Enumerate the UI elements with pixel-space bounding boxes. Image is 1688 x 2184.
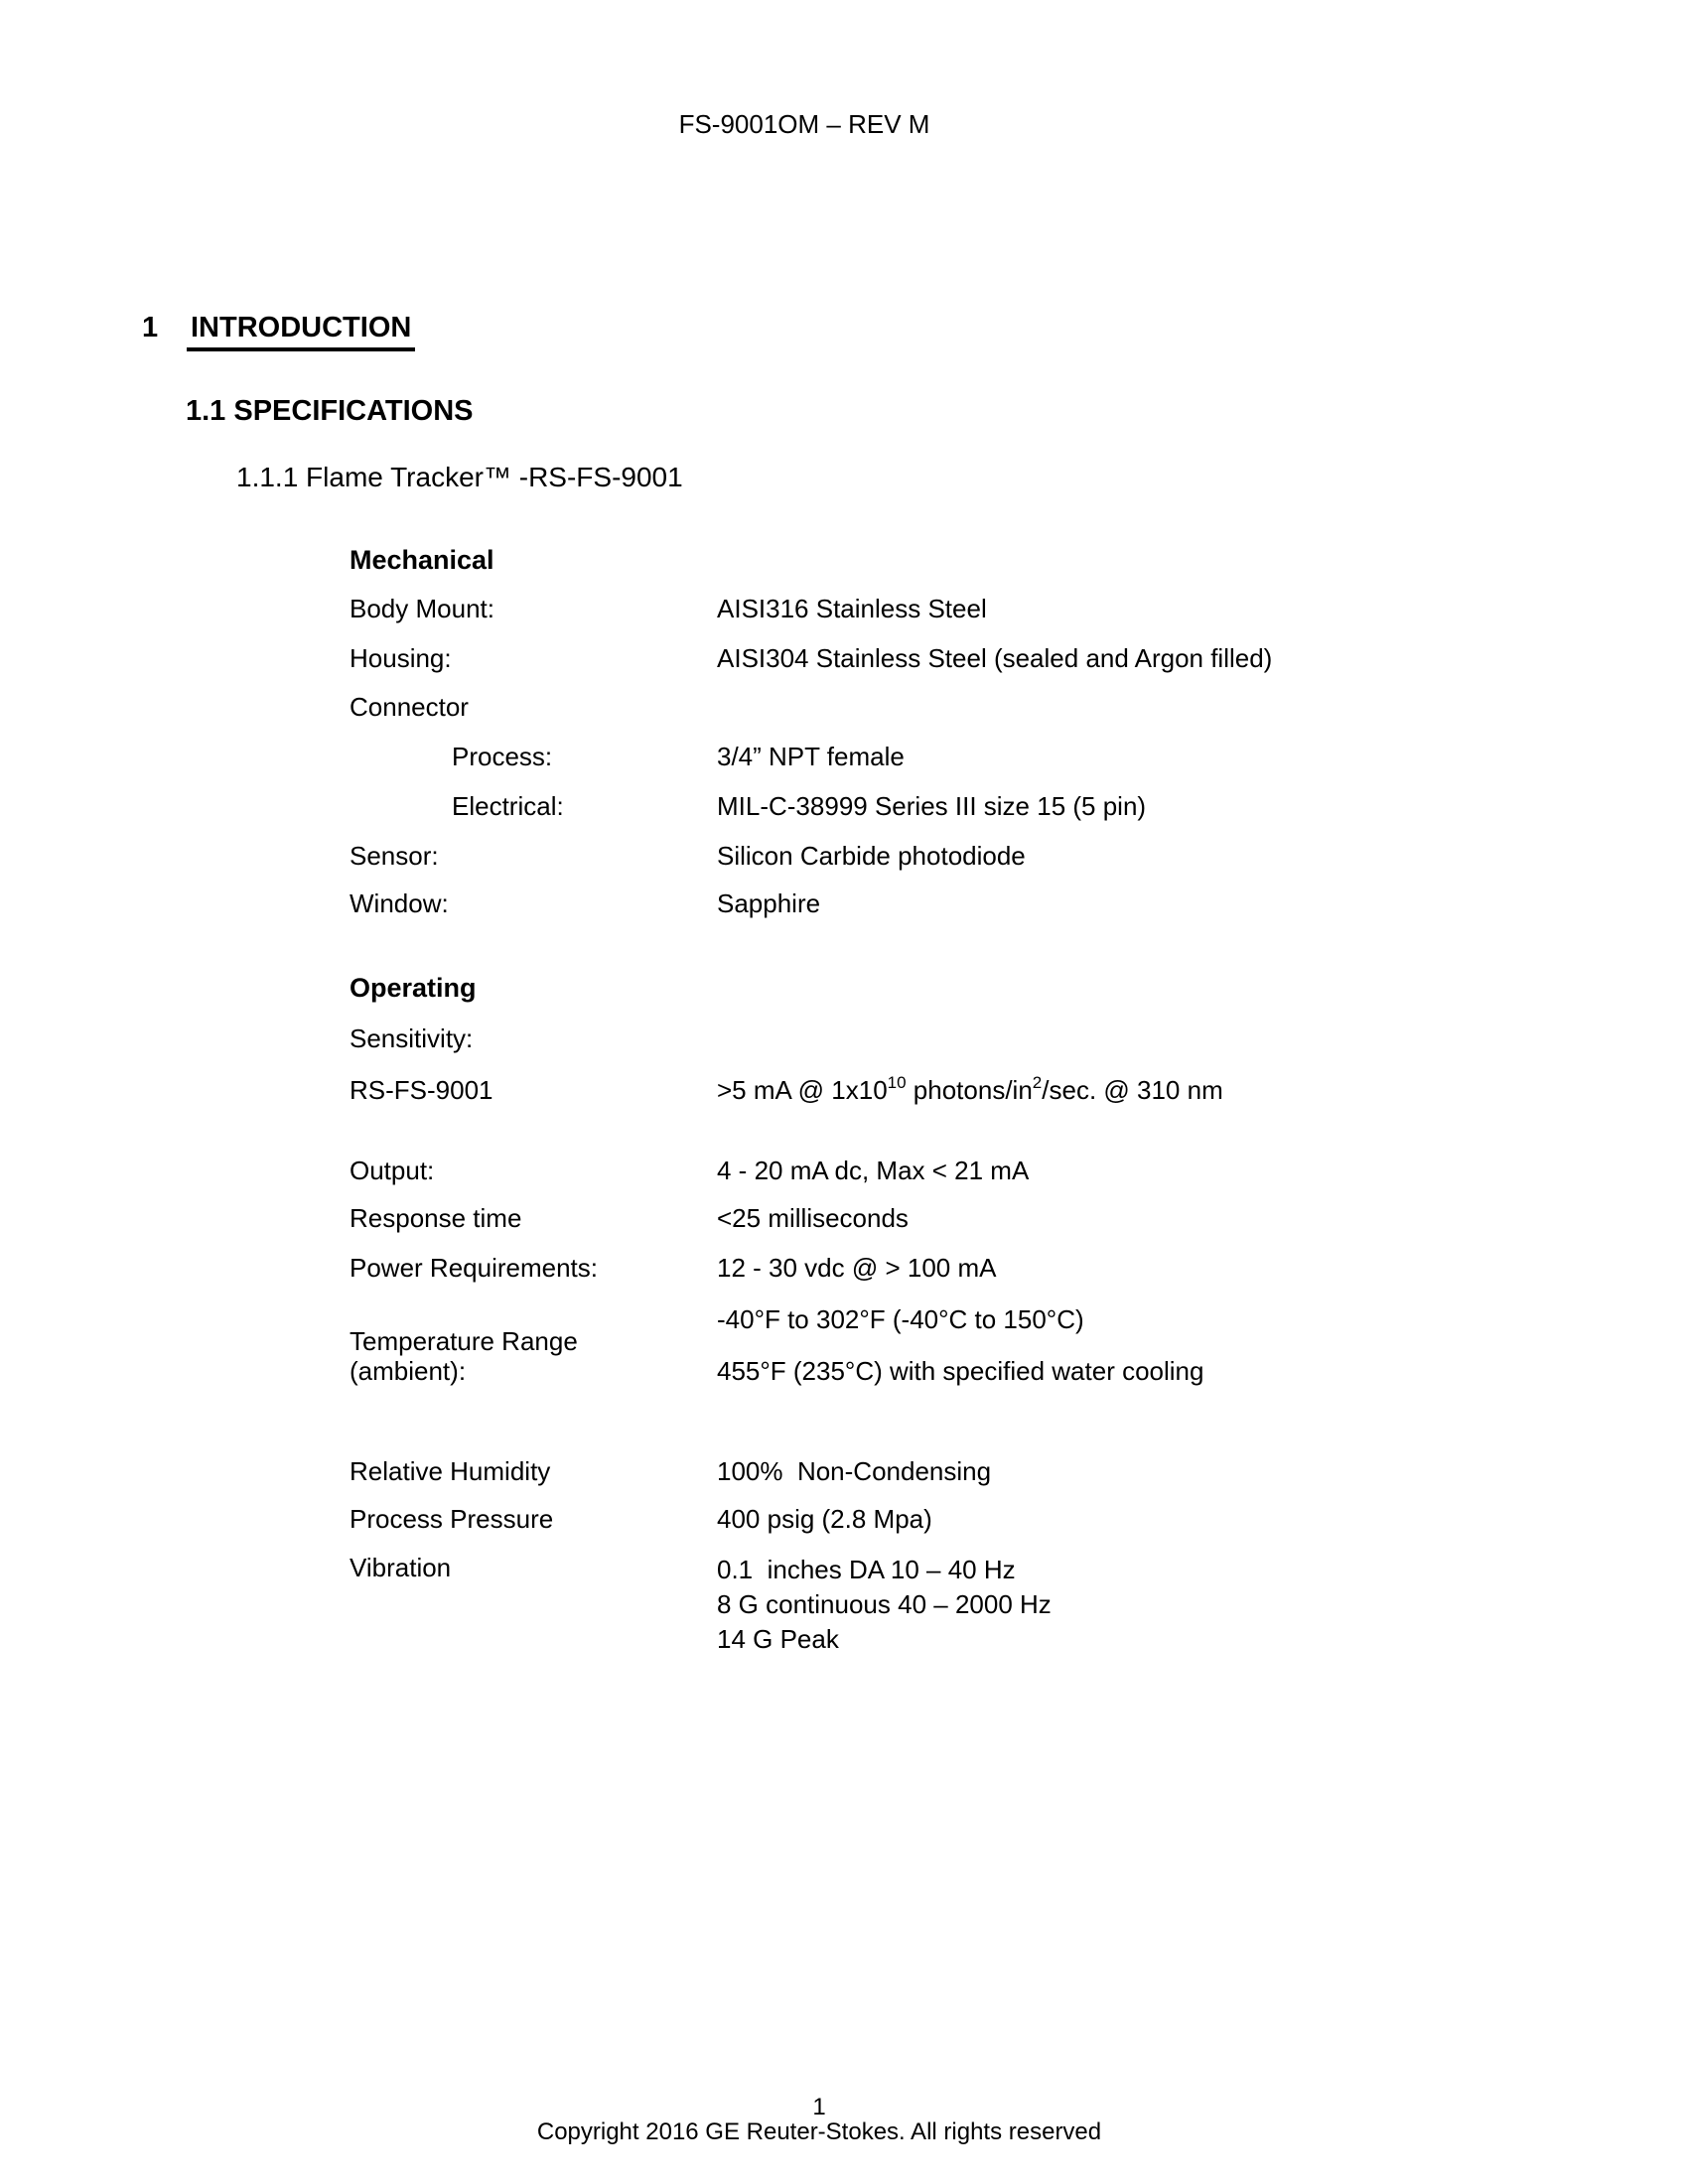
spec-row-power-requirements xyxy=(0,1253,1688,1287)
spec-value: -40°F to 302°F (-40°C to 150°C) xyxy=(717,1304,1084,1334)
spec-row-connector xyxy=(0,692,1688,726)
spec-label: Sensor: xyxy=(350,841,439,871)
spec-value: 100% Non-Condensing xyxy=(717,1456,992,1486)
spec-label: Housing: xyxy=(350,643,452,673)
page-header-doc-ref: FS-9001OM – REV M xyxy=(678,109,930,139)
heading-introduction-row xyxy=(0,312,1688,345)
sensitivity-value-pre: >5 mA @ 1x10 xyxy=(717,1075,888,1105)
sensitivity-value-post: /sec. @ 310 nm xyxy=(1042,1075,1223,1105)
vibration-line-1: 0.1 inches DA 10 – 40 Hz xyxy=(717,1555,1016,1584)
sensitivity-exponent: 10 xyxy=(887,1073,907,1092)
heading-introduction-number: 1 xyxy=(142,312,159,343)
spec-value: 12 - 30 vdc @ > 100 mA xyxy=(717,1253,997,1283)
spec-label: Sensitivity: xyxy=(350,1024,474,1053)
spec-row-sensitivity xyxy=(0,1024,1688,1057)
sensitivity-exponent-2: 2 xyxy=(1032,1073,1043,1092)
spec-row-window xyxy=(0,888,1688,922)
temperature-label-line-2 xyxy=(0,1356,1688,1390)
heading-specifications: 1.1 SPECIFICATIONS xyxy=(186,395,474,427)
vibration-line-3: 14 G Peak xyxy=(717,1624,839,1654)
spec-row-sensor xyxy=(0,841,1688,875)
spec-label: Response time xyxy=(350,1203,522,1233)
spec-row-electrical xyxy=(0,791,1688,825)
spec-row-process xyxy=(0,742,1688,775)
heading-introduction-title: INTRODUCTION xyxy=(187,312,415,351)
spec-row-response-time xyxy=(0,1203,1688,1237)
spec-row-output xyxy=(0,1156,1688,1189)
spec-value: AISI304 Stainless Steel (sealed and Argon filled) xyxy=(717,643,1273,673)
spec-value: <25 milliseconds xyxy=(717,1203,909,1233)
spec-value: Sapphire xyxy=(717,888,821,918)
spec-value: 400 psig (2.8 Mpa) xyxy=(717,1504,932,1534)
heading-flame-tracker: 1.1.1 Flame Tracker™ -RS-FS-9001 xyxy=(236,462,683,492)
spec-label: Temperature Range xyxy=(350,1326,578,1356)
spec-value: MIL-C-38999 Series III size 15 (5 pin) xyxy=(717,791,1147,821)
spec-label: Output: xyxy=(350,1156,435,1185)
spec-value: 455°F (235°C) with specified water cooling xyxy=(717,1356,1204,1386)
spec-label: Relative Humidity xyxy=(350,1456,551,1486)
mechanical-group-title: Mechanical xyxy=(350,545,494,575)
spec-label: Vibration xyxy=(350,1553,452,1582)
spec-label: Body Mount: xyxy=(350,594,494,623)
spec-label: Power Requirements: xyxy=(350,1253,598,1283)
spec-row-rs-fs-9001 xyxy=(0,1075,1688,1109)
spec-value xyxy=(717,1553,1052,1657)
temperature-label-line-1 xyxy=(0,1326,1688,1360)
spec-label: (ambient): xyxy=(350,1356,467,1386)
spec-label: Window: xyxy=(350,888,449,918)
spec-row-body-mount xyxy=(0,594,1688,627)
spec-label: Process Pressure xyxy=(350,1504,554,1534)
spec-row-housing xyxy=(0,643,1688,677)
spec-label: Process: xyxy=(452,742,553,771)
footer-copyright: Copyright 2016 GE Reuter-Stokes. All rights reserved xyxy=(536,2118,1102,2145)
spec-label: RS-FS-9001 xyxy=(350,1075,493,1105)
spec-label: Connector xyxy=(350,692,469,722)
spec-row-vibration xyxy=(0,1553,1688,1662)
spec-value: AISI316 Stainless Steel xyxy=(717,594,987,623)
sensitivity-value-mid: photons/in xyxy=(906,1075,1033,1105)
operating-group-title: Operating xyxy=(350,973,477,1003)
spec-label: Electrical: xyxy=(452,791,564,821)
spec-row-process-pressure xyxy=(0,1504,1688,1538)
spec-value: 3/4” NPT female xyxy=(717,742,905,771)
spec-value: Silicon Carbide photodiode xyxy=(717,841,1026,871)
spec-value: 4 - 20 mA dc, Max < 21 mA xyxy=(717,1156,1030,1185)
spec-row-relative-humidity xyxy=(0,1456,1688,1490)
footer-page-number: 1 xyxy=(812,2094,826,2120)
spec-value xyxy=(717,1075,1223,1106)
vibration-line-2: 8 G continuous 40 – 2000 Hz xyxy=(717,1589,1052,1619)
